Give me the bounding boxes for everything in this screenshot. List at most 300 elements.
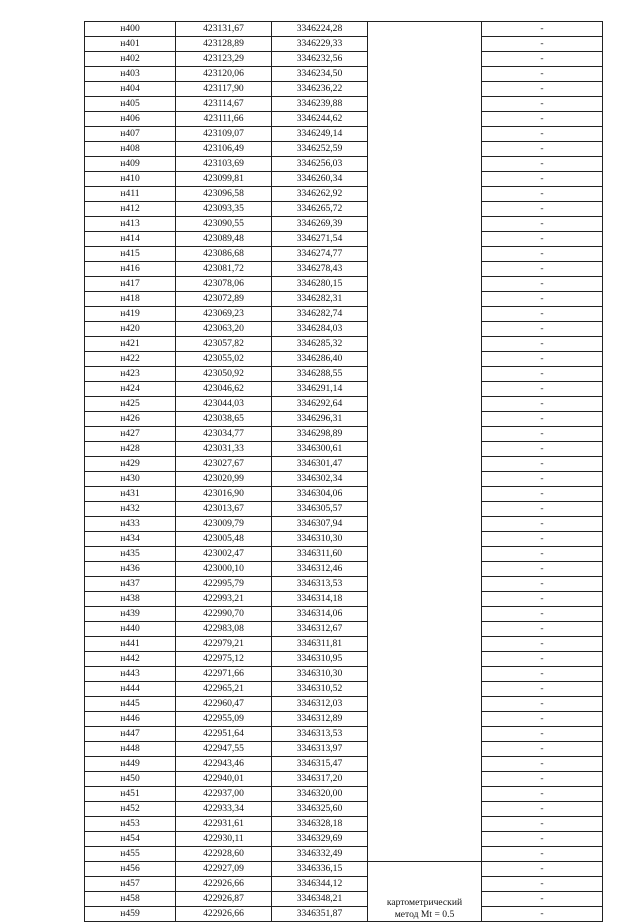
accuracy-cell: - — [482, 112, 603, 127]
y-coordinate-cell: 3346313,97 — [272, 742, 368, 757]
x-coordinate-cell: 423020,99 — [176, 472, 272, 487]
point-number-cell: н440 — [85, 622, 176, 637]
table-row — [85, 202, 603, 217]
table-row — [85, 517, 603, 532]
y-coordinate-cell: 3346310,95 — [272, 652, 368, 667]
point-number-cell: н458 — [85, 892, 176, 907]
accuracy-cell: - — [482, 877, 603, 892]
x-coordinate-cell: 422931,61 — [176, 817, 272, 832]
y-coordinate-cell: 3346244,62 — [272, 112, 368, 127]
y-coordinate-cell: 3346336,15 — [272, 862, 368, 877]
point-number-cell: н430 — [85, 472, 176, 487]
accuracy-cell: - — [482, 322, 603, 337]
x-coordinate-cell: 423081,72 — [176, 262, 272, 277]
table-row — [85, 322, 603, 337]
point-number-cell: н445 — [85, 697, 176, 712]
accuracy-cell: - — [482, 22, 603, 37]
accuracy-cell: - — [482, 397, 603, 412]
point-number-cell: н425 — [85, 397, 176, 412]
y-coordinate-cell: 3346317,20 — [272, 772, 368, 787]
accuracy-cell: - — [482, 427, 603, 442]
point-number-cell: н451 — [85, 787, 176, 802]
table-row — [85, 397, 603, 412]
point-number-cell: н444 — [85, 682, 176, 697]
table-row — [85, 172, 603, 187]
y-coordinate-cell: 3346310,30 — [272, 667, 368, 682]
table-row — [85, 487, 603, 502]
accuracy-cell: - — [482, 727, 603, 742]
table-row — [85, 832, 603, 847]
point-number-cell: н423 — [85, 367, 176, 382]
method-text-line: картометрический — [386, 897, 463, 908]
point-number-cell: н420 — [85, 322, 176, 337]
y-coordinate-cell: 3346312,46 — [272, 562, 368, 577]
x-coordinate-cell: 423128,89 — [176, 37, 272, 52]
y-coordinate-cell: 3346252,59 — [272, 142, 368, 157]
y-coordinate-cell: 3346249,14 — [272, 127, 368, 142]
x-coordinate-cell: 423117,90 — [176, 82, 272, 97]
accuracy-cell: - — [482, 157, 603, 172]
x-coordinate-cell: 423120,06 — [176, 67, 272, 82]
accuracy-cell: - — [482, 442, 603, 457]
point-number-cell: н446 — [85, 712, 176, 727]
table-row — [85, 892, 603, 907]
point-number-cell: н421 — [85, 337, 176, 352]
table-row — [85, 562, 603, 577]
y-coordinate-cell: 3346332,49 — [272, 847, 368, 862]
x-coordinate-cell: 423078,06 — [176, 277, 272, 292]
accuracy-cell: - — [482, 532, 603, 547]
table-row — [85, 307, 603, 322]
table-row — [85, 112, 603, 127]
x-coordinate-cell: 422927,09 — [176, 862, 272, 877]
table-row — [85, 352, 603, 367]
x-coordinate-cell: 423131,67 — [176, 22, 272, 37]
y-coordinate-cell: 3346298,89 — [272, 427, 368, 442]
y-coordinate-cell: 3346285,32 — [272, 337, 368, 352]
point-number-cell: н447 — [85, 727, 176, 742]
y-coordinate-cell: 3346314,06 — [272, 607, 368, 622]
accuracy-cell: - — [482, 127, 603, 142]
x-coordinate-cell: 423123,29 — [176, 52, 272, 67]
accuracy-cell: - — [482, 607, 603, 622]
x-coordinate-cell: 423027,67 — [176, 457, 272, 472]
x-coordinate-cell: 423103,69 — [176, 157, 272, 172]
accuracy-cell: - — [482, 592, 603, 607]
y-coordinate-cell: 3346344,12 — [272, 877, 368, 892]
table-row — [85, 67, 603, 82]
coordinates-table-body — [85, 22, 603, 922]
table-row — [85, 607, 603, 622]
y-coordinate-cell: 3346311,81 — [272, 637, 368, 652]
table-row — [85, 802, 603, 817]
table-row — [85, 772, 603, 787]
coordinates-sheet — [84, 21, 602, 920]
point-number-cell: н442 — [85, 652, 176, 667]
point-number-cell: н439 — [85, 607, 176, 622]
point-number-cell: н408 — [85, 142, 176, 157]
point-number-cell: н402 — [85, 52, 176, 67]
table-row — [85, 187, 603, 202]
accuracy-cell: - — [482, 742, 603, 757]
point-number-cell: н400 — [85, 22, 176, 37]
table-row — [85, 532, 603, 547]
point-number-cell: н431 — [85, 487, 176, 502]
table-row — [85, 82, 603, 97]
accuracy-cell: - — [482, 67, 603, 82]
accuracy-cell: - — [482, 52, 603, 67]
table-row — [85, 232, 603, 247]
x-coordinate-cell: 423072,89 — [176, 292, 272, 307]
accuracy-cell: - — [482, 172, 603, 187]
x-coordinate-cell: 423106,49 — [176, 142, 272, 157]
point-number-cell: н401 — [85, 37, 176, 52]
table-row — [85, 247, 603, 262]
accuracy-cell: - — [482, 187, 603, 202]
table-row — [85, 547, 603, 562]
table-row — [85, 472, 603, 487]
x-coordinate-cell: 423055,02 — [176, 352, 272, 367]
y-coordinate-cell: 3346288,55 — [272, 367, 368, 382]
point-number-cell: н424 — [85, 382, 176, 397]
accuracy-cell: - — [482, 622, 603, 637]
x-coordinate-cell: 423034,77 — [176, 427, 272, 442]
y-coordinate-cell: 3346282,31 — [272, 292, 368, 307]
point-number-cell: н452 — [85, 802, 176, 817]
table-row — [85, 142, 603, 157]
y-coordinate-cell: 3346239,88 — [272, 97, 368, 112]
y-coordinate-cell: 3346329,69 — [272, 832, 368, 847]
y-coordinate-cell: 3346265,72 — [272, 202, 368, 217]
table-row — [85, 442, 603, 457]
accuracy-cell: - — [482, 892, 603, 907]
accuracy-cell: - — [482, 697, 603, 712]
x-coordinate-cell: 422975,12 — [176, 652, 272, 667]
y-coordinate-cell: 3346304,06 — [272, 487, 368, 502]
x-coordinate-cell: 423086,68 — [176, 247, 272, 262]
x-coordinate-cell: 422990,70 — [176, 607, 272, 622]
point-number-cell: н429 — [85, 457, 176, 472]
point-number-cell: н435 — [85, 547, 176, 562]
accuracy-cell: - — [482, 667, 603, 682]
point-number-cell: н432 — [85, 502, 176, 517]
point-number-cell: н405 — [85, 97, 176, 112]
point-number-cell: н415 — [85, 247, 176, 262]
accuracy-cell: - — [482, 847, 603, 862]
accuracy-cell: - — [482, 202, 603, 217]
point-number-cell: н438 — [85, 592, 176, 607]
y-coordinate-cell: 3346271,54 — [272, 232, 368, 247]
table-row — [85, 412, 603, 427]
accuracy-cell: - — [482, 307, 603, 322]
accuracy-cell: - — [482, 682, 603, 697]
accuracy-cell: - — [482, 382, 603, 397]
accuracy-cell: - — [482, 352, 603, 367]
y-coordinate-cell: 3346328,18 — [272, 817, 368, 832]
x-coordinate-cell: 422943,46 — [176, 757, 272, 772]
table-row — [85, 97, 603, 112]
table-row — [85, 637, 603, 652]
y-coordinate-cell: 3346292,64 — [272, 397, 368, 412]
point-number-cell: н422 — [85, 352, 176, 367]
point-number-cell: н419 — [85, 307, 176, 322]
x-coordinate-cell: 423050,92 — [176, 367, 272, 382]
accuracy-cell: - — [482, 217, 603, 232]
table-row — [85, 907, 603, 922]
point-number-cell: н409 — [85, 157, 176, 172]
point-number-cell: н418 — [85, 292, 176, 307]
x-coordinate-cell: 422928,60 — [176, 847, 272, 862]
accuracy-cell: - — [482, 817, 603, 832]
accuracy-cell: - — [482, 277, 603, 292]
x-coordinate-cell: 423093,35 — [176, 202, 272, 217]
table-row — [85, 817, 603, 832]
point-number-cell: н403 — [85, 67, 176, 82]
table-row — [85, 742, 603, 757]
table-row — [85, 502, 603, 517]
x-coordinate-cell: 423089,48 — [176, 232, 272, 247]
point-number-cell: н448 — [85, 742, 176, 757]
y-coordinate-cell: 3346296,31 — [272, 412, 368, 427]
point-number-cell: н412 — [85, 202, 176, 217]
point-number-cell: н428 — [85, 442, 176, 457]
x-coordinate-cell: 423009,79 — [176, 517, 272, 532]
y-coordinate-cell: 3346320,00 — [272, 787, 368, 802]
point-number-cell: н417 — [85, 277, 176, 292]
table-row — [85, 712, 603, 727]
accuracy-cell: - — [482, 262, 603, 277]
x-coordinate-cell: 423005,48 — [176, 532, 272, 547]
x-coordinate-cell: 423038,65 — [176, 412, 272, 427]
x-coordinate-cell: 422926,66 — [176, 877, 272, 892]
accuracy-cell: - — [482, 907, 603, 922]
point-number-cell: н433 — [85, 517, 176, 532]
table-row — [85, 217, 603, 232]
point-number-cell: н436 — [85, 562, 176, 577]
x-coordinate-cell: 423031,33 — [176, 442, 272, 457]
y-coordinate-cell: 3346312,67 — [272, 622, 368, 637]
table-row — [85, 877, 603, 892]
x-coordinate-cell: 422951,64 — [176, 727, 272, 742]
point-number-cell: н410 — [85, 172, 176, 187]
y-coordinate-cell: 3346256,03 — [272, 157, 368, 172]
accuracy-cell: - — [482, 547, 603, 562]
y-coordinate-cell: 3346312,89 — [272, 712, 368, 727]
table-row — [85, 727, 603, 742]
accuracy-cell: - — [482, 637, 603, 652]
y-coordinate-cell: 3346282,74 — [272, 307, 368, 322]
table-row — [85, 127, 603, 142]
accuracy-cell: - — [482, 232, 603, 247]
y-coordinate-cell: 3346229,33 — [272, 37, 368, 52]
table-row — [85, 427, 603, 442]
accuracy-cell: - — [482, 472, 603, 487]
table-row — [85, 292, 603, 307]
y-coordinate-cell: 3346311,60 — [272, 547, 368, 562]
table-row — [85, 757, 603, 772]
x-coordinate-cell: 422940,01 — [176, 772, 272, 787]
x-coordinate-cell: 422955,09 — [176, 712, 272, 727]
x-coordinate-cell: 423044,03 — [176, 397, 272, 412]
accuracy-cell: - — [482, 247, 603, 262]
table-row — [85, 52, 603, 67]
coordinates-table — [84, 21, 603, 922]
table-row — [85, 382, 603, 397]
x-coordinate-cell: 422930,11 — [176, 832, 272, 847]
table-row — [85, 622, 603, 637]
table-row — [85, 667, 603, 682]
x-coordinate-cell: 422947,55 — [176, 742, 272, 757]
accuracy-cell: - — [482, 517, 603, 532]
y-coordinate-cell: 3346325,60 — [272, 802, 368, 817]
table-row — [85, 367, 603, 382]
x-coordinate-cell: 422993,21 — [176, 592, 272, 607]
accuracy-cell: - — [482, 772, 603, 787]
x-coordinate-cell: 423114,67 — [176, 97, 272, 112]
accuracy-cell: - — [482, 577, 603, 592]
point-number-cell: н459 — [85, 907, 176, 922]
point-number-cell: н450 — [85, 772, 176, 787]
table-row — [85, 457, 603, 472]
point-number-cell: н407 — [85, 127, 176, 142]
accuracy-cell: - — [482, 142, 603, 157]
x-coordinate-cell: 422965,21 — [176, 682, 272, 697]
y-coordinate-cell: 3346310,52 — [272, 682, 368, 697]
table-row — [85, 847, 603, 862]
x-coordinate-cell: 423000,10 — [176, 562, 272, 577]
y-coordinate-cell: 3346234,50 — [272, 67, 368, 82]
accuracy-cell: - — [482, 97, 603, 112]
point-number-cell: н453 — [85, 817, 176, 832]
table-row — [85, 277, 603, 292]
y-coordinate-cell: 3346286,40 — [272, 352, 368, 367]
x-coordinate-cell: 422995,79 — [176, 577, 272, 592]
y-coordinate-cell: 3346236,22 — [272, 82, 368, 97]
accuracy-cell: - — [482, 787, 603, 802]
x-coordinate-cell: 423063,20 — [176, 322, 272, 337]
accuracy-cell: - — [482, 652, 603, 667]
x-coordinate-cell: 422971,66 — [176, 667, 272, 682]
point-number-cell: н437 — [85, 577, 176, 592]
point-number-cell: н434 — [85, 532, 176, 547]
point-number-cell: н456 — [85, 862, 176, 877]
point-number-cell: н457 — [85, 877, 176, 892]
y-coordinate-cell: 3346305,57 — [272, 502, 368, 517]
point-number-cell: н449 — [85, 757, 176, 772]
table-row — [85, 157, 603, 172]
x-coordinate-cell: 423109,07 — [176, 127, 272, 142]
point-number-cell: н455 — [85, 847, 176, 862]
x-coordinate-cell: 422937,00 — [176, 787, 272, 802]
table-row — [85, 262, 603, 277]
accuracy-cell: - — [482, 292, 603, 307]
point-number-cell: н441 — [85, 637, 176, 652]
table-row — [85, 37, 603, 52]
accuracy-cell: - — [482, 337, 603, 352]
x-coordinate-cell: 422926,87 — [176, 892, 272, 907]
point-number-cell: н404 — [85, 82, 176, 97]
table-row — [85, 787, 603, 802]
method-text-line: метод Mt = 0.5 — [394, 909, 455, 920]
y-coordinate-cell: 3346278,43 — [272, 262, 368, 277]
y-coordinate-cell: 3346307,94 — [272, 517, 368, 532]
y-coordinate-cell: 3346260,34 — [272, 172, 368, 187]
y-coordinate-cell: 3346312,03 — [272, 697, 368, 712]
y-coordinate-cell: 3346232,56 — [272, 52, 368, 67]
y-coordinate-cell: 3346302,34 — [272, 472, 368, 487]
point-number-cell: н413 — [85, 217, 176, 232]
x-coordinate-cell: 423046,62 — [176, 382, 272, 397]
y-coordinate-cell: 3346284,03 — [272, 322, 368, 337]
point-number-cell: н427 — [85, 427, 176, 442]
accuracy-cell: - — [482, 757, 603, 772]
point-number-cell: н416 — [85, 262, 176, 277]
table-row — [85, 862, 603, 877]
x-coordinate-cell: 423069,23 — [176, 307, 272, 322]
table-row — [85, 22, 603, 37]
accuracy-cell: - — [482, 412, 603, 427]
x-coordinate-cell: 423057,82 — [176, 337, 272, 352]
y-coordinate-cell: 3346224,28 — [272, 22, 368, 37]
y-coordinate-cell: 3346280,15 — [272, 277, 368, 292]
point-number-cell: н443 — [85, 667, 176, 682]
accuracy-cell: - — [482, 832, 603, 847]
accuracy-cell: - — [482, 712, 603, 727]
y-coordinate-cell: 3346310,30 — [272, 532, 368, 547]
y-coordinate-cell: 3346301,47 — [272, 457, 368, 472]
x-coordinate-cell: 423096,58 — [176, 187, 272, 202]
x-coordinate-cell: 423099,81 — [176, 172, 272, 187]
y-coordinate-cell: 3346315,47 — [272, 757, 368, 772]
accuracy-cell: - — [482, 367, 603, 382]
point-number-cell: н414 — [85, 232, 176, 247]
point-number-cell: н406 — [85, 112, 176, 127]
y-coordinate-cell: 3346351,87 — [272, 907, 368, 922]
y-coordinate-cell: 3346314,18 — [272, 592, 368, 607]
table-row — [85, 697, 603, 712]
x-coordinate-cell: 422983,08 — [176, 622, 272, 637]
y-coordinate-cell: 3346269,39 — [272, 217, 368, 232]
accuracy-cell: - — [482, 562, 603, 577]
table-row — [85, 652, 603, 667]
point-number-cell: н454 — [85, 832, 176, 847]
x-coordinate-cell: 423013,67 — [176, 502, 272, 517]
method-cell — [368, 862, 482, 922]
x-coordinate-cell: 423002,47 — [176, 547, 272, 562]
accuracy-cell: - — [482, 502, 603, 517]
x-coordinate-cell: 422979,21 — [176, 637, 272, 652]
y-coordinate-cell: 3346274,77 — [272, 247, 368, 262]
accuracy-cell: - — [482, 802, 603, 817]
x-coordinate-cell: 423016,90 — [176, 487, 272, 502]
y-coordinate-cell: 3346313,53 — [272, 577, 368, 592]
accuracy-cell: - — [482, 457, 603, 472]
accuracy-cell: - — [482, 82, 603, 97]
accuracy-cell: - — [482, 37, 603, 52]
table-row — [85, 592, 603, 607]
y-coordinate-cell: 3346300,61 — [272, 442, 368, 457]
accuracy-cell: - — [482, 862, 603, 877]
table-row — [85, 577, 603, 592]
table-row — [85, 682, 603, 697]
point-number-cell: н426 — [85, 412, 176, 427]
y-coordinate-cell: 3346313,53 — [272, 727, 368, 742]
method-cell-empty — [368, 22, 482, 862]
x-coordinate-cell: 423090,55 — [176, 217, 272, 232]
x-coordinate-cell: 422933,34 — [176, 802, 272, 817]
accuracy-cell: - — [482, 487, 603, 502]
y-coordinate-cell: 3346348,21 — [272, 892, 368, 907]
